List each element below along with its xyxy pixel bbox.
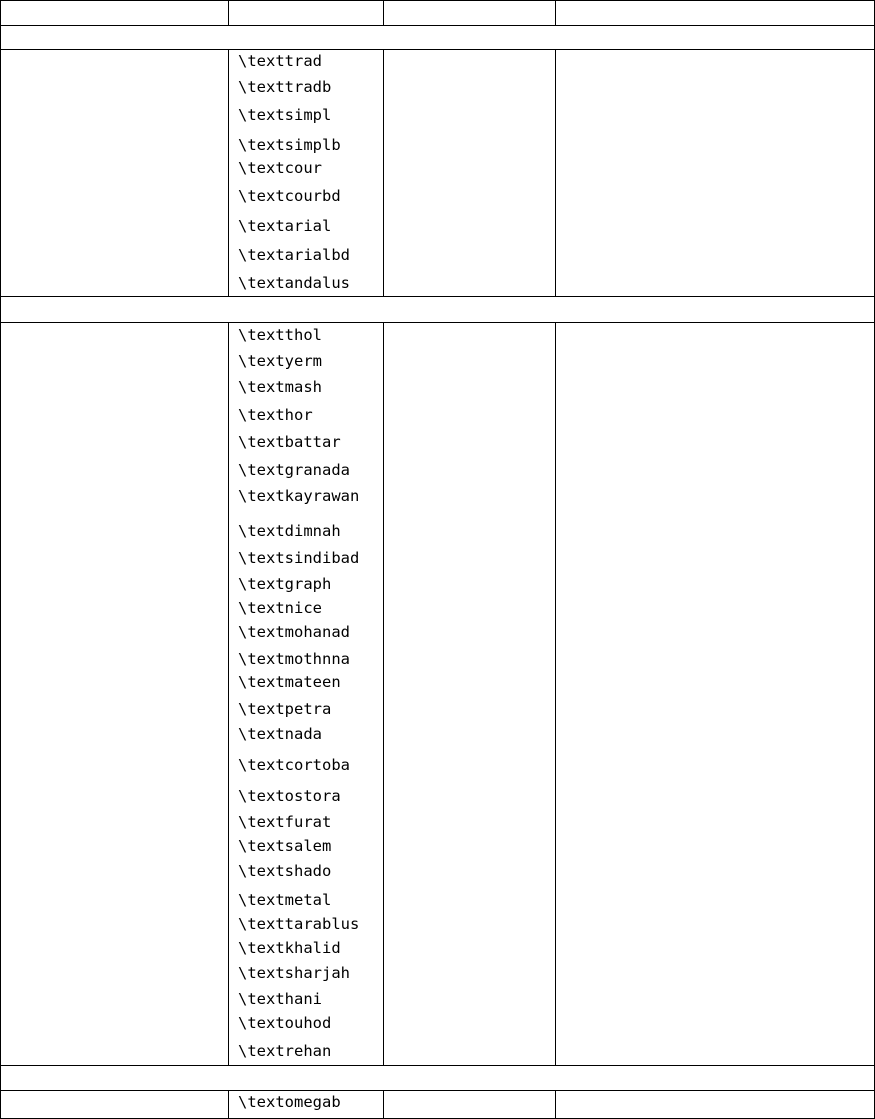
col-divider-1 — [228, 322, 229, 1066]
command-name: \textsharjah — [238, 964, 350, 982]
command-name: \textomegab — [238, 1093, 341, 1111]
command-name: \textkhalid — [238, 939, 341, 957]
table-rule-top — [0, 0, 875, 1]
col-divider-2 — [383, 0, 384, 26]
command-name: \textmash — [238, 378, 322, 396]
command-name: \textmothnna — [238, 650, 350, 668]
col-divider-2 — [383, 1090, 384, 1119]
table-rule-header-bottom — [0, 25, 875, 26]
command-name: \textsimpl — [238, 106, 332, 124]
command-name: \textkayrawan — [238, 487, 360, 505]
command-name: \textcour — [238, 159, 322, 177]
command-name: \texttarablus — [238, 915, 360, 933]
col-divider-3 — [555, 49, 556, 297]
command-name: \textthol — [238, 326, 322, 344]
section-2-bottom — [0, 1065, 875, 1066]
command-name: \textmetal — [238, 891, 332, 909]
col-divider-3 — [555, 322, 556, 1066]
command-name: \textcourbd — [238, 187, 341, 205]
command-name: \textbattar — [238, 433, 341, 451]
section-1-bottom — [0, 296, 875, 297]
section-1-header-bottom — [0, 49, 875, 50]
command-name: \textostora — [238, 787, 341, 805]
command-name: \textarialbd — [238, 246, 350, 264]
command-name: \textmohanad — [238, 623, 350, 641]
command-name: \textnada — [238, 725, 322, 743]
col-divider-2 — [383, 322, 384, 1066]
col-divider-1 — [228, 0, 229, 26]
section-2-header-bottom — [0, 322, 875, 323]
command-name: \textgraph — [238, 575, 332, 593]
command-name: \textpetra — [238, 700, 332, 718]
command-name: \textcortoba — [238, 756, 350, 774]
col-divider-3 — [555, 0, 556, 26]
command-name: \texthani — [238, 990, 322, 1008]
col-divider-2 — [383, 49, 384, 297]
command-name: \textsalem — [238, 837, 332, 855]
command-name: \textyerm — [238, 352, 322, 370]
command-name: \textgranada — [238, 461, 350, 479]
command-name: \textdimnah — [238, 522, 341, 540]
command-name: \textnice — [238, 599, 322, 617]
section-3-header-bottom — [0, 1090, 875, 1091]
command-name: \textarial — [238, 217, 332, 235]
col-divider-3 — [555, 1090, 556, 1119]
table-border-left — [0, 0, 1, 1119]
command-name: \textandalus — [238, 274, 350, 292]
command-name: \texttradb — [238, 78, 332, 96]
command-name: \textsimplb — [238, 136, 341, 154]
command-name: \textmateen — [238, 673, 341, 691]
command-name: \textrehan — [238, 1042, 332, 1060]
command-name: \textouhod — [238, 1014, 332, 1032]
col-divider-1 — [228, 1090, 229, 1119]
command-name: \textsindibad — [238, 549, 360, 567]
command-name: \texttrad — [238, 52, 322, 70]
col-divider-1 — [228, 49, 229, 297]
command-name: \textfurat — [238, 813, 332, 831]
command-name: \texthor — [238, 406, 313, 424]
command-name: \textshado — [238, 862, 332, 880]
